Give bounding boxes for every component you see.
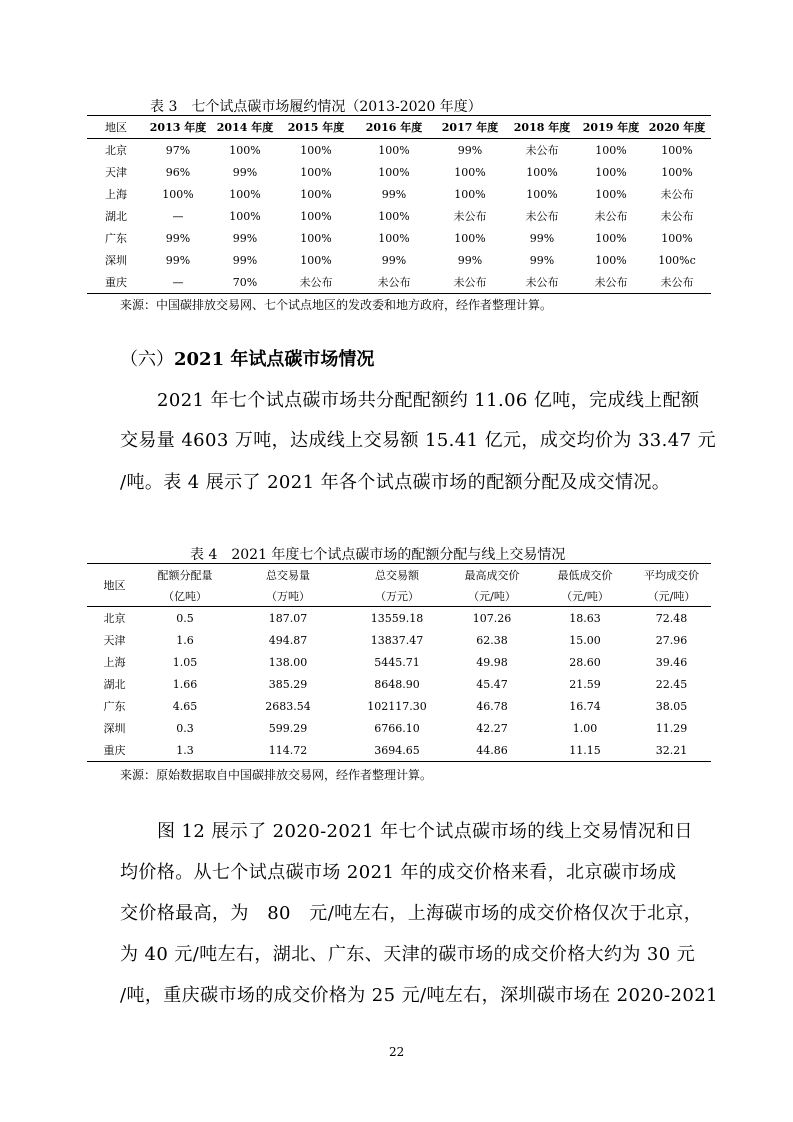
table3-cell: 未公布	[299, 276, 333, 289]
table4-cell: 102117.30	[367, 699, 427, 713]
table4-cell: 46.78	[476, 699, 508, 713]
table4-cell: 北京	[103, 612, 126, 625]
table4-cell: 187.07	[268, 611, 308, 625]
table4-unit: （元/吨）	[538, 585, 632, 607]
table4-cell: 138.00	[268, 655, 308, 669]
table3-cell: 天津	[105, 166, 127, 179]
table4-header: 最低成交价	[557, 568, 613, 582]
table4-cell: 38.05	[655, 699, 688, 713]
table4-cell: 27.96	[655, 633, 688, 647]
table3-cell: 重庆	[105, 276, 127, 289]
table4-cell: 13837.47	[370, 633, 424, 647]
table3-cell: 湖北	[105, 210, 127, 223]
table-row	[87, 695, 711, 717]
table3-cell: 99%	[232, 231, 258, 245]
table-row	[87, 739, 711, 762]
table3-cell: 100%	[300, 253, 332, 267]
table4-cell: 重庆	[103, 744, 126, 757]
table4-cell: 114.72	[268, 743, 308, 757]
table-row	[87, 227, 711, 249]
table4-unit: （元/吨）	[632, 585, 711, 607]
section-heading	[120, 345, 374, 371]
table4-region-header: 地区	[87, 564, 142, 607]
table4-cell: 49.98	[476, 655, 508, 669]
paragraph-line: 交易量 4603 万吨，达成线上交易额 15.41 亿元，成交均价为 33.47 元	[120, 430, 716, 451]
table3-cell: 未公布	[660, 188, 694, 201]
table4-cell: 18.63	[569, 611, 601, 625]
table3-cell: 100%	[162, 187, 194, 201]
table3-cell: 100%	[229, 143, 261, 157]
table4-cell: 72.48	[655, 611, 688, 625]
table4-header: 总交易额	[375, 568, 419, 582]
paragraph-line: 为 40 元/吨左右，湖北、广东、天津的碳市场的成交价格大约为 30 元	[120, 944, 696, 965]
table3-cell: 99%	[165, 253, 191, 267]
table4-cell: 0.3	[176, 721, 194, 735]
table3-header: 2017 年度	[435, 116, 505, 139]
table3-cell: 未公布	[660, 276, 694, 289]
table3-cell: 99%	[457, 253, 483, 267]
paragraph-line: 2021 年七个试点碳市场共分配配额约 11.06 亿吨，完成线上配额	[157, 390, 700, 411]
table4-unit: （亿吨）	[142, 585, 228, 607]
table4-cell: 16.74	[569, 699, 601, 713]
table3-header: 2013 年度	[145, 116, 211, 139]
table3-cell: 70%	[232, 275, 258, 289]
table4-cell: 11.15	[569, 743, 601, 757]
table4-cell: 3694.65	[374, 743, 420, 757]
table4-cell: 13559.18	[370, 611, 424, 625]
table4-header-row	[87, 564, 711, 586]
table3-cell: 100%	[595, 253, 627, 267]
table3-cell: 100%	[229, 209, 261, 223]
table3-cell: 99%	[529, 253, 555, 267]
table4-cell: 1.6	[176, 633, 194, 647]
table3-cell: 100%	[526, 165, 558, 179]
paragraph-line: /吨，重庆碳市场的成交价格为 25 元/吨左右，深圳碳市场在 2020-2021	[120, 985, 718, 1006]
table4-cell: 1.3	[176, 743, 194, 757]
table3-cell: 未公布	[660, 210, 694, 223]
table3-cell: 深圳	[105, 254, 127, 267]
table3-header: 2018 年度	[505, 116, 579, 139]
table3-cell: 100%	[595, 231, 627, 245]
paragraph-line: 均价格。从七个试点碳市场 2021 年的成交价格来看，北京碳市场成	[120, 862, 677, 883]
table4-cell: 4.65	[172, 699, 198, 713]
table3-header: 2015 年度	[279, 116, 353, 139]
table-row	[87, 161, 711, 183]
table3-cell: 99%	[232, 165, 258, 179]
table4-cell: 1.00	[572, 721, 598, 735]
table4-cell: 44.86	[476, 743, 508, 757]
table4-unit: （万吨）	[228, 585, 348, 607]
table3-cell: 99%	[232, 253, 258, 267]
table3-cell: 上海	[105, 188, 127, 201]
table4-cell: 广东	[103, 700, 126, 713]
table3-cell: 未公布	[453, 276, 487, 289]
table3-cell: 未公布	[525, 144, 559, 157]
table-row	[87, 271, 711, 294]
table4-cell: 天津	[103, 634, 126, 647]
table3-cell: 100%	[300, 187, 332, 201]
table3-source-note: 来源：中国碳排放交易网、七个试点地区的发改委和地方政府，经作者整理计算。	[120, 298, 553, 312]
table4-cell: 107.26	[472, 611, 512, 625]
table4-caption: 表 4 2021 年度七个试点碳市场的配额分配与线上交易情况	[190, 547, 566, 563]
table-row	[87, 717, 711, 739]
table4-header: 平均成交价	[644, 568, 699, 582]
table4-cell: 22.45	[655, 677, 688, 691]
table3-header: 地区	[87, 116, 145, 139]
table4-cell: 39.46	[655, 655, 688, 669]
table3-cell: 100%	[300, 165, 332, 179]
table4-cell: 385.29	[268, 677, 308, 691]
table3-cell: 100%	[300, 143, 332, 157]
table4-cell: 0.5	[176, 611, 194, 625]
table4-unit: （万元）	[348, 585, 446, 607]
table3-cell: 96%	[165, 165, 191, 179]
table4-cell: 湖北	[103, 678, 126, 691]
table3-header: 2020 年度	[643, 116, 711, 139]
table3-cell: 100%	[595, 187, 627, 201]
table4-cell: 2683.54	[265, 699, 311, 713]
table4-cell: 5445.71	[374, 655, 420, 669]
table3-cell: 99%	[165, 231, 191, 245]
table3-cell: 100%	[454, 165, 486, 179]
table3-header: 2014 年度	[211, 116, 279, 139]
table3-cell: 未公布	[525, 210, 559, 223]
table3-cell: 100%	[378, 209, 410, 223]
table3-cell: 100%	[300, 231, 332, 245]
table4-cell: 45.47	[476, 677, 508, 691]
table-row	[87, 673, 711, 695]
table4-cell: 8648.90	[374, 677, 420, 691]
section-heading-title: 2021 年试点碳市场情况	[174, 349, 375, 370]
table4-cell: 28.60	[569, 655, 601, 669]
table3-cell: 100%	[454, 187, 486, 201]
table3-cell: 99%	[529, 231, 555, 245]
table4-cell: 6766.10	[374, 721, 420, 735]
table3-cell: —	[172, 275, 184, 289]
paragraph-line: /吨。表 4 展示了 2021 年各个试点碳市场的配额分配及成交情况。	[120, 472, 671, 493]
table3-caption: 表 3 七个试点碳市场履约情况（2013-2020 年度）	[150, 99, 482, 115]
table3-cell: 100%	[595, 165, 627, 179]
table3-cell: 100%	[661, 165, 693, 179]
table4-unit-row	[87, 585, 711, 607]
paragraph-line: 交价格最高，为 80 元/吨左右，上海碳市场的成交价格仅次于北京，	[120, 903, 703, 924]
table3-cell: 99%	[381, 253, 407, 267]
table4-cell: 494.87	[268, 633, 308, 647]
table4-cell: 42.27	[476, 721, 508, 735]
table3-cell: 100%	[526, 187, 558, 201]
table3-header-row	[87, 116, 711, 139]
table3-cell: 100%	[661, 143, 693, 157]
table3-cell: 北京	[105, 144, 127, 157]
table3-cell: 100%	[378, 165, 410, 179]
table3-cell: —	[172, 209, 184, 223]
table-row	[87, 183, 711, 205]
table4-source-note: 来源：原始数据取自中国碳排放交易网，经作者整理计算。	[120, 768, 433, 782]
table4-cell: 21.59	[569, 677, 601, 691]
table3-cell: 100%	[595, 143, 627, 157]
section-heading-prefix: （六）	[120, 349, 174, 370]
table3-cell: 未公布	[594, 210, 628, 223]
table4-cell: 32.21	[655, 743, 688, 757]
table3-header: 2016 年度	[353, 116, 435, 139]
table4-trading	[87, 563, 711, 762]
table3-header: 2019 年度	[579, 116, 643, 139]
table-row	[87, 651, 711, 673]
table3-cell: 100%	[378, 143, 410, 157]
table4-cell: 深圳	[103, 722, 126, 735]
table4-unit: （元/吨）	[446, 585, 538, 607]
table4-cell: 11.29	[655, 721, 688, 735]
table4-cell: 15.00	[569, 633, 601, 647]
table4-header: 总交易量	[266, 568, 310, 582]
table3-cell: 未公布	[453, 210, 487, 223]
table3-cell: 99%	[381, 187, 407, 201]
table3-cell: 未公布	[377, 276, 411, 289]
table4-header: 配额分配量	[157, 568, 213, 582]
table4-cell: 1.05	[172, 655, 198, 669]
table3-cell: 未公布	[594, 276, 628, 289]
table3-cell: 100%	[378, 231, 410, 245]
table3-cell: 97%	[165, 143, 191, 157]
table-row	[87, 205, 711, 227]
table4-header: 最高成交价	[464, 568, 520, 582]
table4-cell: 1.66	[172, 677, 198, 691]
table3-cell: 广东	[105, 232, 127, 245]
table3-compliance	[87, 115, 711, 294]
table-row	[87, 139, 711, 162]
table3-cell: 99%	[457, 143, 483, 157]
table3-cell: 100%	[454, 231, 486, 245]
table-row	[87, 249, 711, 271]
table4-cell: 599.29	[268, 721, 308, 735]
page-number: 22	[389, 1045, 405, 1059]
table3-cell: 未公布	[525, 276, 559, 289]
table3-cell: 100%	[300, 209, 332, 223]
table4-cell: 62.38	[476, 633, 508, 647]
table3-cell: 100%	[661, 231, 693, 245]
table4-cell: 上海	[103, 656, 126, 669]
table3-cell: 100%	[229, 187, 261, 201]
paragraph-line: 图 12 展示了 2020-2021 年七个试点碳市场的线上交易情况和日	[157, 821, 693, 842]
table3-cell: 100%c	[658, 253, 696, 267]
table-row	[87, 629, 711, 651]
table-row	[87, 607, 711, 630]
